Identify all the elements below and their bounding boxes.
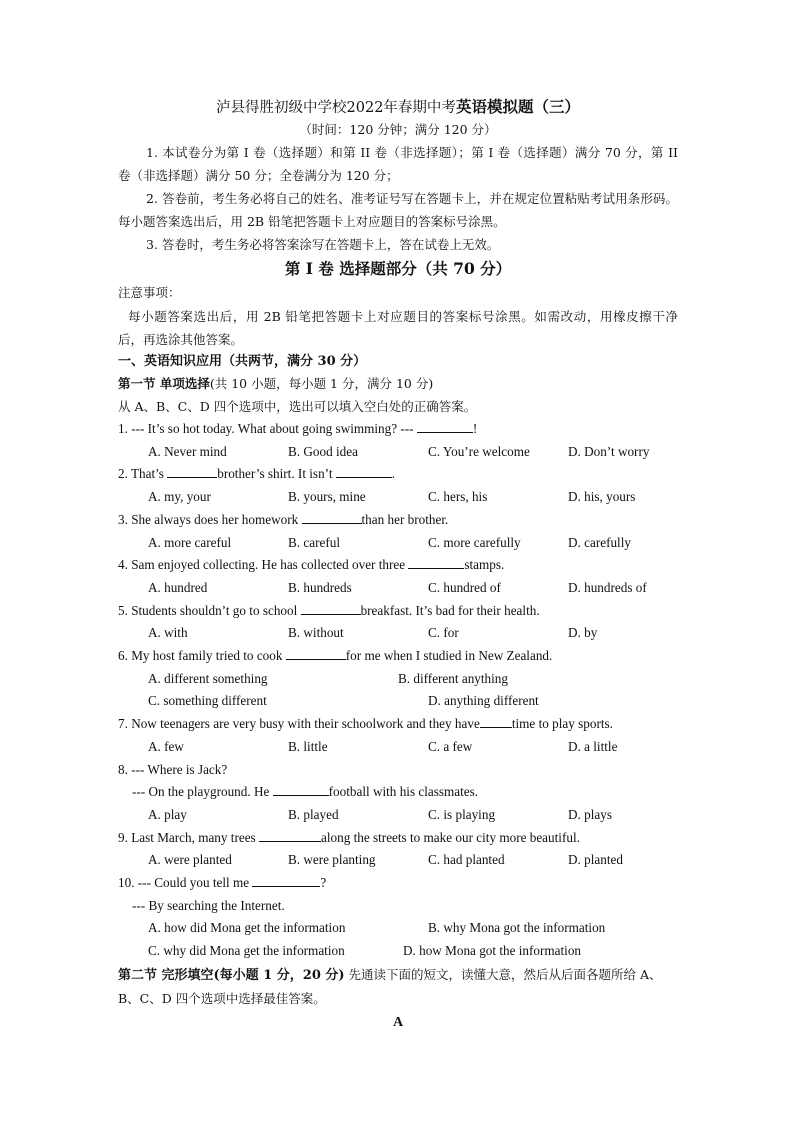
answer-blank <box>301 602 361 615</box>
option-b: B. without <box>288 625 344 641</box>
option-b: B. yours, mine <box>288 489 366 505</box>
question-9-options <box>118 849 678 872</box>
answer-blank <box>302 511 362 524</box>
option-c: C. more carefully <box>428 534 521 550</box>
answer-blank <box>259 829 321 842</box>
option-b: B. careful <box>288 534 340 550</box>
option-d: D. by <box>568 625 598 641</box>
answer-blank <box>336 465 392 478</box>
option-a: A. my, your <box>148 489 211 505</box>
question-5-options <box>118 622 678 645</box>
notice-body: 每小题答案选出后，用 2B 铅笔把答题卡上对应题目的答案标号涂黑。如需改动，用橡皮擦干净后，再选涂其他答案。 <box>118 308 678 347</box>
option-a: A. different something <box>148 670 268 686</box>
question-6-options-ab <box>118 668 678 691</box>
question-1: 1. --- It’s so hot today. What about going swimming? --- ! <box>118 421 478 436</box>
question-5: 5. Students shouldn’t go to school breakfast. It’s bad for their health. <box>118 602 540 618</box>
option-d: D. his, yours <box>568 489 636 505</box>
option-a: A. with <box>148 625 188 641</box>
option-b: B. why Mona got the information <box>428 920 606 936</box>
sec2-title: 第二节 完形填空(每小题 1 分，20 分) <box>118 967 345 983</box>
instruction-1: 1. 本试卷分为第 I 卷（选择题）和第 II 卷（非选择题）；第 I 卷（选择题）满分 70 分，第 II 卷（非选择题）满分 50 分；全卷满分为 120 分； <box>118 145 678 183</box>
question-7-options <box>118 736 678 759</box>
notice-head: 注意事项： <box>118 285 181 300</box>
option-a: A. more careful <box>148 534 232 550</box>
answer-blank <box>480 715 512 728</box>
option-d: D. planted <box>568 852 623 868</box>
option-c: C. had planted <box>428 852 505 868</box>
option-d: D. plays <box>568 806 612 822</box>
exam-title-subject: 英语模拟题（三） <box>455 97 580 116</box>
question-10: 10. --- Could you tell me ? <box>118 875 327 891</box>
question-2-options <box>118 486 678 509</box>
question-3: 3. She always does her homework than her brother. <box>118 511 449 527</box>
answer-blank <box>286 647 346 660</box>
option-a: A. how did Mona get the information <box>148 920 346 936</box>
question-8-dialogue: --- On the playground. He football with his classmates. <box>132 784 479 800</box>
answer-blank <box>252 874 320 887</box>
option-c: C. hers, his <box>428 489 488 505</box>
sec1-instruction: 从 A、B、C、D 四个选项中，选出可以填入空白处的正确答案。 <box>118 398 477 414</box>
section2-intro <box>118 963 678 1010</box>
question-4-options <box>118 577 678 600</box>
option-b: B. hundreds <box>288 579 352 595</box>
option-a: A. play <box>148 806 187 822</box>
option-d: D. Don’t worry <box>568 443 650 459</box>
option-a: A. were planted <box>148 852 232 868</box>
sec2-body: 先通读下面的短文，读懂大意，然后从后面各题所给 A、B、C、D 四个选项中选择最佳答案。 <box>118 966 662 1006</box>
option-d: D. anything different <box>428 693 539 709</box>
option-a: A. Never mind <box>148 443 227 459</box>
option-b: B. different anything <box>398 670 508 686</box>
question-1-options <box>118 441 678 464</box>
section1-heading: 一、英语知识应用（共两节，满分 30 分） <box>118 353 367 369</box>
sec1-heading <box>118 373 678 396</box>
option-b: B. played <box>288 806 339 822</box>
question-4: 4. Sam enjoyed collecting. He has collected over three stamps. <box>118 557 505 573</box>
question-10-options-cd <box>118 940 678 963</box>
answer-blank <box>417 420 473 433</box>
option-d: D. a little <box>568 738 618 754</box>
exam-title-main: 泸县得胜初级中学校2022年春期中考 <box>216 100 456 116</box>
option-c: C. is playing <box>428 806 496 822</box>
passage-label: A <box>392 1014 404 1030</box>
option-b: B. were planting <box>288 852 376 868</box>
exam-title <box>118 96 678 119</box>
option-d: D. carefully <box>568 534 631 550</box>
question-8: 8. --- Where is Jack? <box>118 761 228 777</box>
option-c: C. hundred of <box>428 579 501 595</box>
exam-page <box>118 96 678 1036</box>
question-2: 2. That’s brother’s shirt. It isn’t . <box>118 466 396 482</box>
question-8-options <box>118 804 678 827</box>
option-b: B. little <box>288 738 328 754</box>
question-10-options-ab <box>118 917 678 940</box>
sec1-note: (共 10 小题，每小题 1 分，满分 10 分) <box>209 376 434 391</box>
instruction-2: 2. 答卷前，考生务必将自己的姓名、准考证号写在答题卡上，并在规定位置粘贴考试用条形码。每小题答案选出后，用 2B 铅笔把答题卡上对应题目的答案标号涂黑。 <box>118 191 678 229</box>
option-c: C. a few <box>428 738 473 754</box>
question-10-dialogue: --- By searching the Internet. <box>132 897 285 913</box>
instruction-3: 3. 答卷时，考生务必将答案涂写在答题卡上，答在试卷上无效。 <box>146 237 500 252</box>
option-c: C. You’re welcome <box>428 443 530 459</box>
answer-blank <box>167 465 217 478</box>
option-c: C. why did Mona get the information <box>148 943 345 959</box>
option-d: D. how Mona got the information <box>403 943 582 959</box>
answer-blank <box>408 556 464 569</box>
option-a: A. hundred <box>148 579 208 595</box>
question-6-options-cd <box>118 690 678 713</box>
question-3-options <box>118 532 678 555</box>
sec1-title: 第一节 单项选择 <box>118 376 210 391</box>
option-a: A. few <box>148 738 184 754</box>
part1-title: 第 I 卷 选择题部分（共 70 分） <box>284 259 512 278</box>
option-c: C. something different <box>148 693 267 709</box>
question-7: 7. Now teenagers are very busy with their schoolwork and they have time to play sports. <box>118 716 613 732</box>
time-note: （时间：120 分钟；满分 120 分） <box>299 122 497 137</box>
answer-blank <box>273 783 329 796</box>
option-d: D. hundreds of <box>568 579 647 595</box>
option-c: C. for <box>428 625 459 641</box>
question-6: 6. My host family tried to cook for me when I studied in New Zealand. <box>118 648 553 664</box>
option-b: B. Good idea <box>288 443 358 459</box>
question-9: 9. Last March, many trees along the streets to make our city more beautiful. <box>118 829 580 845</box>
